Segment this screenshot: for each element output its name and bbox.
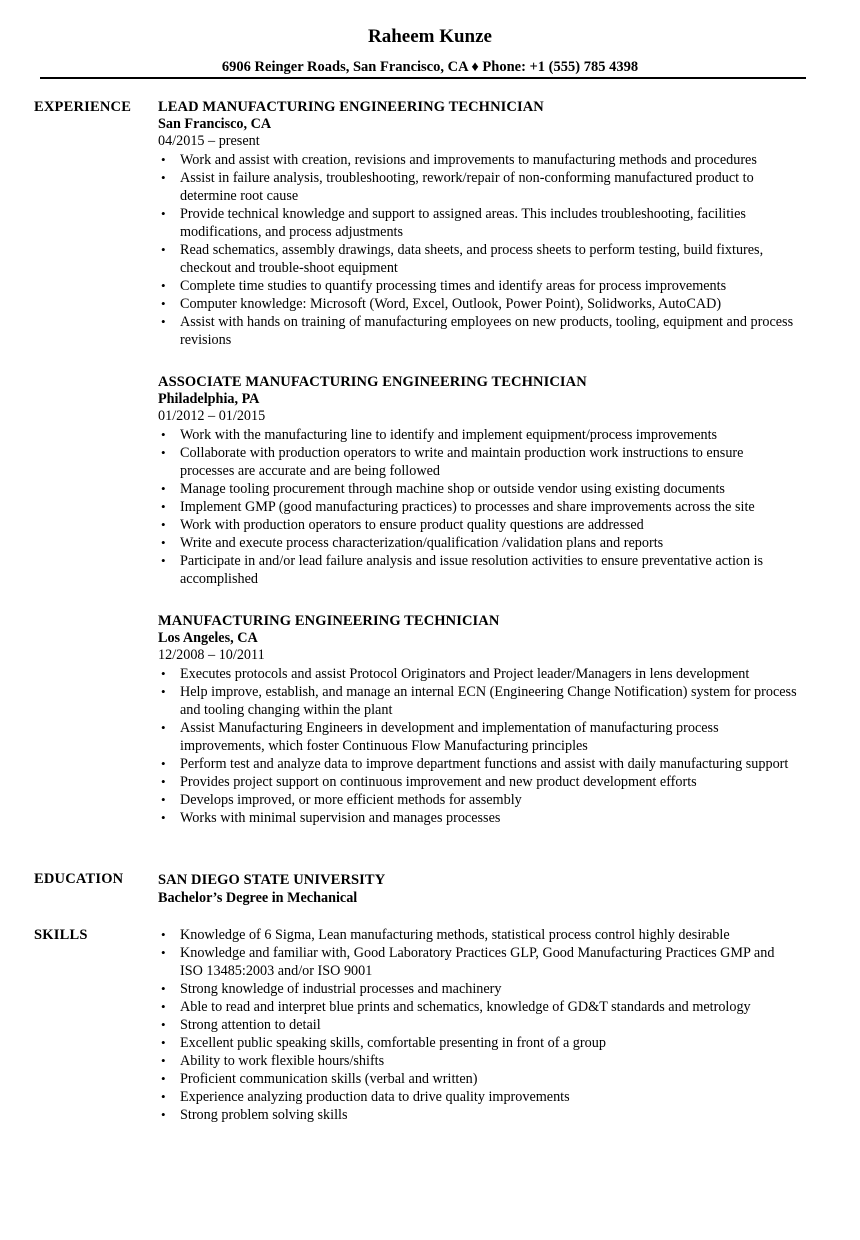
skill-item: • Ability to work flexible hours/shifts [161,1053,385,1069]
bullet-icon: • [161,152,166,167]
bullet-icon: • [161,774,166,789]
bullet-icon: • [161,1071,166,1086]
bullet-item: • Participate in and/or lead failure analysis and issue resolution activities to ensure preventative action is accomplished [161,553,764,587]
bullet-icon: • [161,684,166,699]
bullet-icon: • [161,206,166,221]
bullet-item: • Provide technical knowledge and support to assigned areas. This includes troubleshooting, facilities modifications, and process adjustments [161,206,746,240]
skill-item: • Experience analyzing production data to drive quality improvements [161,1089,570,1105]
bullet-icon: • [161,1035,166,1050]
job-entry [158,373,798,588]
bullet-item: • Work with production operators to ensure product quality questions are addressed [161,517,644,533]
job-title: ASSOCIATE MANUFACTURING ENGINEERING TECHNICIAN [158,374,587,390]
bullet-item: • Perform test and analyze data to improve department functions and assist with daily manufacturing support [161,756,789,772]
bullet-icon: • [161,481,166,496]
skill-item: • Strong knowledge of industrial processes and machinery [161,981,502,997]
job-dates: 04/2015 – present [158,133,260,149]
job-dates: 01/2012 – 01/2015 [158,408,266,424]
bullet-item: • Write and execute process characterization/qualification /validation plans and reports [161,535,664,551]
bullet-icon: • [161,1017,166,1032]
bullet-item: • Read schematics, assembly drawings, data sheets, and process sheets to perform testing, build fixtures, checkout and trouble-shoot equipment [161,242,764,276]
experience-heading: EXPERIENCE [34,99,132,115]
bullet-item: • Computer knowledge: Microsoft (Word, Excel, Outlook, Power Point), Solidworks, AutoCAD) [161,296,722,312]
bullet-icon: • [161,242,166,257]
job-entry [158,612,798,827]
job-title: MANUFACTURING ENGINEERING TECHNICIAN [158,613,500,629]
bullet-icon: • [161,499,166,514]
job-bullets [158,426,798,588]
bullet-item: • Assist with hands on training of manufacturing employees on new products, tooling, equipment and process revisions [161,314,794,348]
bullet-icon: • [161,945,166,960]
bullet-icon: • [161,517,166,532]
bullet-icon: • [161,1053,166,1068]
bullet-item: • Works with minimal supervision and manages processes [161,810,501,826]
skill-item: • Excellent public speaking skills, comfortable presenting in front of a group [161,1035,606,1051]
bullet-icon: • [161,535,166,550]
bullet-icon: • [161,170,166,185]
skills-block [158,926,798,1124]
bullet-icon: • [161,427,166,442]
job-bullets [158,665,798,827]
bullet-item: • Work and assist with creation, revisions and improvements to manufacturing methods and procedures [161,152,757,168]
bullet-icon: • [161,296,166,311]
bullet-item: • Implement GMP (good manufacturing practices) to processes and share improvements across the site [161,499,755,515]
bullet-icon: • [161,756,166,771]
bullet-icon: • [161,927,166,942]
skill-item: • Strong problem solving skills [161,1107,348,1123]
bullet-icon: • [161,278,166,293]
skills-heading: SKILLS [34,927,88,943]
job-location: Philadelphia, PA [158,391,260,407]
contact-line: 6906 Reinger Roads, San Francisco, CA ♦ Phone: +1 (555) 785 4398 [221,59,639,75]
skills-list [158,926,798,1124]
job-title: LEAD MANUFACTURING ENGINEERING TECHNICIAN [158,99,544,115]
bullet-item: • Assist in failure analysis, troubleshooting, rework/repair of non-conforming manufactured product to determine root cause [161,170,754,204]
experience-list [158,98,798,851]
header-divider [40,77,806,79]
bullet-item: • Provides project support on continuous improvement and new product development efforts [161,774,697,790]
skill-item: • Knowledge of 6 Sigma, Lean manufacturing methods, statistical process control highly desirable [161,927,730,943]
resume-name: Raheem Kunze [367,26,492,47]
bullet-item: • Complete time studies to quantify processing times and identify areas for process improvements [161,278,727,294]
job-location: San Francisco, CA [158,116,272,132]
bullet-icon: • [161,810,166,825]
bullet-icon: • [161,314,166,329]
skill-item: • Proficient communication skills (verbal and written) [161,1071,478,1087]
skill-item: • Strong attention to detail [161,1017,321,1033]
skill-item: • Able to read and interpret blue prints and schematics, knowledge of GD&T standards and metrology [161,999,751,1015]
job-entry [158,98,798,349]
degree: Bachelor’s Degree in Mechanical [158,890,358,906]
school-name: SAN DIEGO STATE UNIVERSITY [158,872,386,888]
education-heading: EDUCATION [34,871,124,887]
bullet-item: • Develops improved, or more efficient methods for assembly [161,792,522,808]
bullet-icon: • [161,792,166,807]
bullet-item: • Executes protocols and assist Protocol Originators and Project leader/Managers in lens development [161,666,750,682]
bullet-item: • Manage tooling procurement through machine shop or outside vendor using existing documents [161,481,725,497]
job-location: Los Angeles, CA [158,630,258,646]
bullet-icon: • [161,1107,166,1122]
bullet-item: • Work with the manufacturing line to identify and implement equipment/process improvements [161,427,718,443]
bullet-icon: • [161,553,166,568]
education-block [158,871,798,908]
bullet-item: • Help improve, establish, and manage an internal ECN (Engineering Change Notification) system for process and tooling changing within the plant [161,684,797,718]
bullet-icon: • [161,981,166,996]
bullet-icon: • [161,720,166,735]
job-dates: 12/2008 – 10/2011 [158,647,265,663]
bullet-icon: • [161,666,166,681]
bullet-icon: • [161,1089,166,1104]
bullet-icon: • [161,999,166,1014]
bullet-item: • Collaborate with production operators to write and maintain production work instructions to ensure processes are accurate and are being followed [161,445,744,479]
job-bullets [158,151,798,349]
bullet-icon: • [161,445,166,460]
bullet-item: • Assist Manufacturing Engineers in development and implementation of manufacturing process improvements, which foster Continuous Flow Manufacturing principles [161,720,719,754]
skill-item: • Knowledge and familiar with, Good Laboratory Practices GLP, Good Manufacturing Practices GMP and ISO 13485:2003 and/or ISO 9001 [161,945,775,979]
